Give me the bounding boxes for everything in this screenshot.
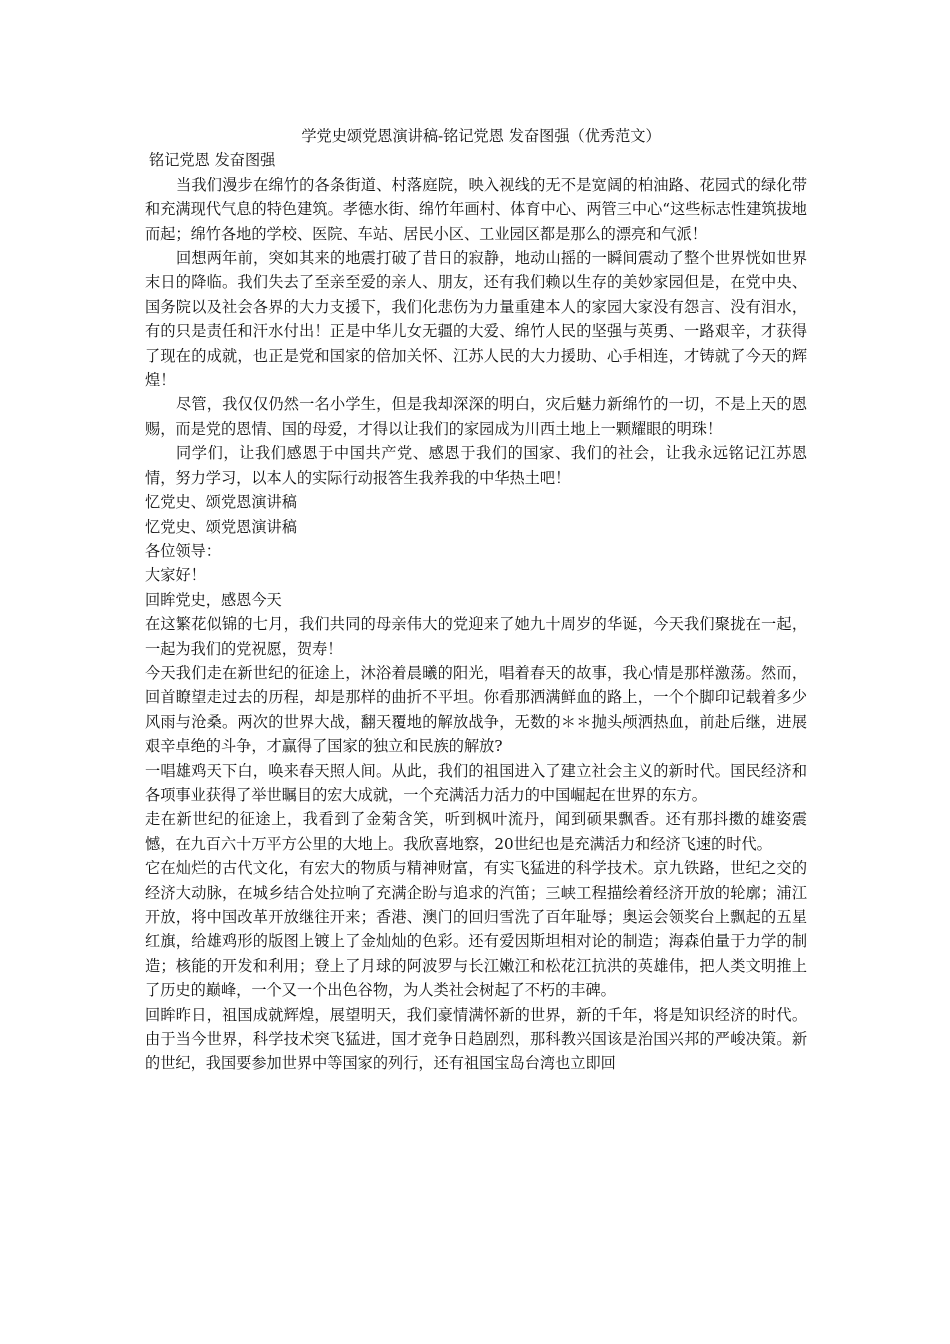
paragraph: 一唱雄鸡天下白，唤来春天照人间。从此，我们的祖国进入了建立社会主义的新时代。国民经济和各项事业获得了举世瞩目的宏大成就，一个充满活力活力的中国崛起在世界的东方。: [145, 761, 807, 804]
paragraph: 走在新世纪的征途上，我看到了金菊含笑，听到枫叶流丹，闻到硕果飘香。还有那抖擞的雄姿震憾，在九百六十万平方公里的大地上。我欣喜地察，20世纪也是充满活力和经济飞速的时代。: [145, 810, 807, 853]
paragraph: 尽管，我仅仅仍然一名小学生，但是我却深深的明白，灾后魅力新绵竹的一切，不是上天的恩赐，而是党的恩情、国的母爱，才得以让我们的家园成为川西土地上一颗耀眼的明珠！: [145, 395, 807, 438]
paragraph: 它在灿烂的古代文化，有宏大的物质与精神财富，有实飞猛进的科学技术。京九铁路，世纪之交的经济大动脉，在城乡结合处拉响了充满企盼与追求的汽笛；三峡工程描绘着经济开放的轮廓；浦江开放，将中国改革开放继往开来；香港、澳门的回归雪洗了百年耻辱；奥运会领奖台上飘起的五星红旗，给雄鸡形的版图上镀上了金灿灿的色彩。还有爱因斯坦相对论的制造；海森伯量于力学的制造；核能的开发和利用；登上了月球的阿波罗与长江嫩江和松花江抗洪的英雄伟，把人类文明推上了历史的巅峰，一个又一个出色谷物，为人类社会树起了不朽的丰碑。: [145, 859, 807, 1000]
paragraph: 今天我们走在新世纪的征途上，沐浴着晨曦的阳光，唱着春天的故事，我心情是那样激荡。然而，回首瞭望走过去的历程，却是那样的曲折不平坦。你看那洒满鲜血的路上，一个个脚印记载着多少风雨与沧桑。两次的世界大战，翻天覆地的解放战争，无数的＊＊抛头颅洒热血，前赴后继，进展艰辛卓绝的斗争，才赢得了国家的独立和民族的解放?: [145, 663, 807, 756]
document-page: [145, 124, 807, 1076]
paragraph: 在这繁花似锦的七月，我们共同的母亲伟大的党迎来了她九十周岁的华诞，今天我们聚拢在一起，一起为我们的党祝愿，贺寿！: [145, 615, 807, 658]
document-title: 学党史颂党恩演讲稿-铭记党恩 发奋图强（优秀范文）: [301, 127, 661, 145]
section-heading: 忆党史、颂党恩演讲稿: [145, 517, 297, 536]
paragraph: 当我们漫步在绵竹的各条街道、村落庭院，映入视线的无不是宽阔的柏油路、花园式的绿化带和充满现代气息的特色建筑。孝德水街、绵竹年画村、体育中心、两管三中心“这些标志性建筑拔地而起；绵竹各地的学校、医院、车站、居民小区、工业园区都是那么的漂亮和气派！: [145, 175, 807, 243]
document-subtitle: 铭记党恩 发奋图强: [149, 151, 276, 170]
paragraph: 同学们，让我们感恩于中国共产党、感恩于我们的国家、我们的社会，让我永远铭记江苏恩情，努力学习，以本人的实际行动报答生我养我的中华热土吧！: [145, 444, 807, 487]
speech-heading: 回眸党史，感恩今天: [145, 590, 282, 609]
paragraph: 回想两年前，突如其来的地震打破了昔日的寂静，地动山摇的一瞬间震动了整个世界恍如世界末日的降临。我们失去了至亲至爱的亲人、朋友，还有我们赖以生存的美妙家园但是，在党中央、国务院以及社会各界的大力支援下，我们化悲伤为力量重建本人的家园大家没有怨言、没有泪水，有的只是责任和汗水付出！正是中华儿女无疆的大爱、绵竹人民的坚强与英勇、一路艰辛，才获得了现在的成就，也正是党和国家的倍加关怀、江苏人民的大力援助、心手相连，才铸就了今天的辉煌！: [145, 249, 807, 390]
paragraph: 回眸昨日，祖国成就辉煌，展望明天，我们豪情满怀新的世界，新的千年，将是知识经济的时代。由于当今世界，科学技术突飞猛进，国才竞争日趋剧烈，那科教兴国该是治国兴邦的严峻决策。新的世纪，我国要参加世界中等国家的列行，还有祖国宝岛台湾也立即回: [145, 1005, 807, 1073]
section-heading: 忆党史、颂党恩演讲稿: [145, 493, 297, 512]
salutation: 各位领导：: [145, 541, 221, 560]
greeting: 大家好！: [145, 566, 206, 585]
